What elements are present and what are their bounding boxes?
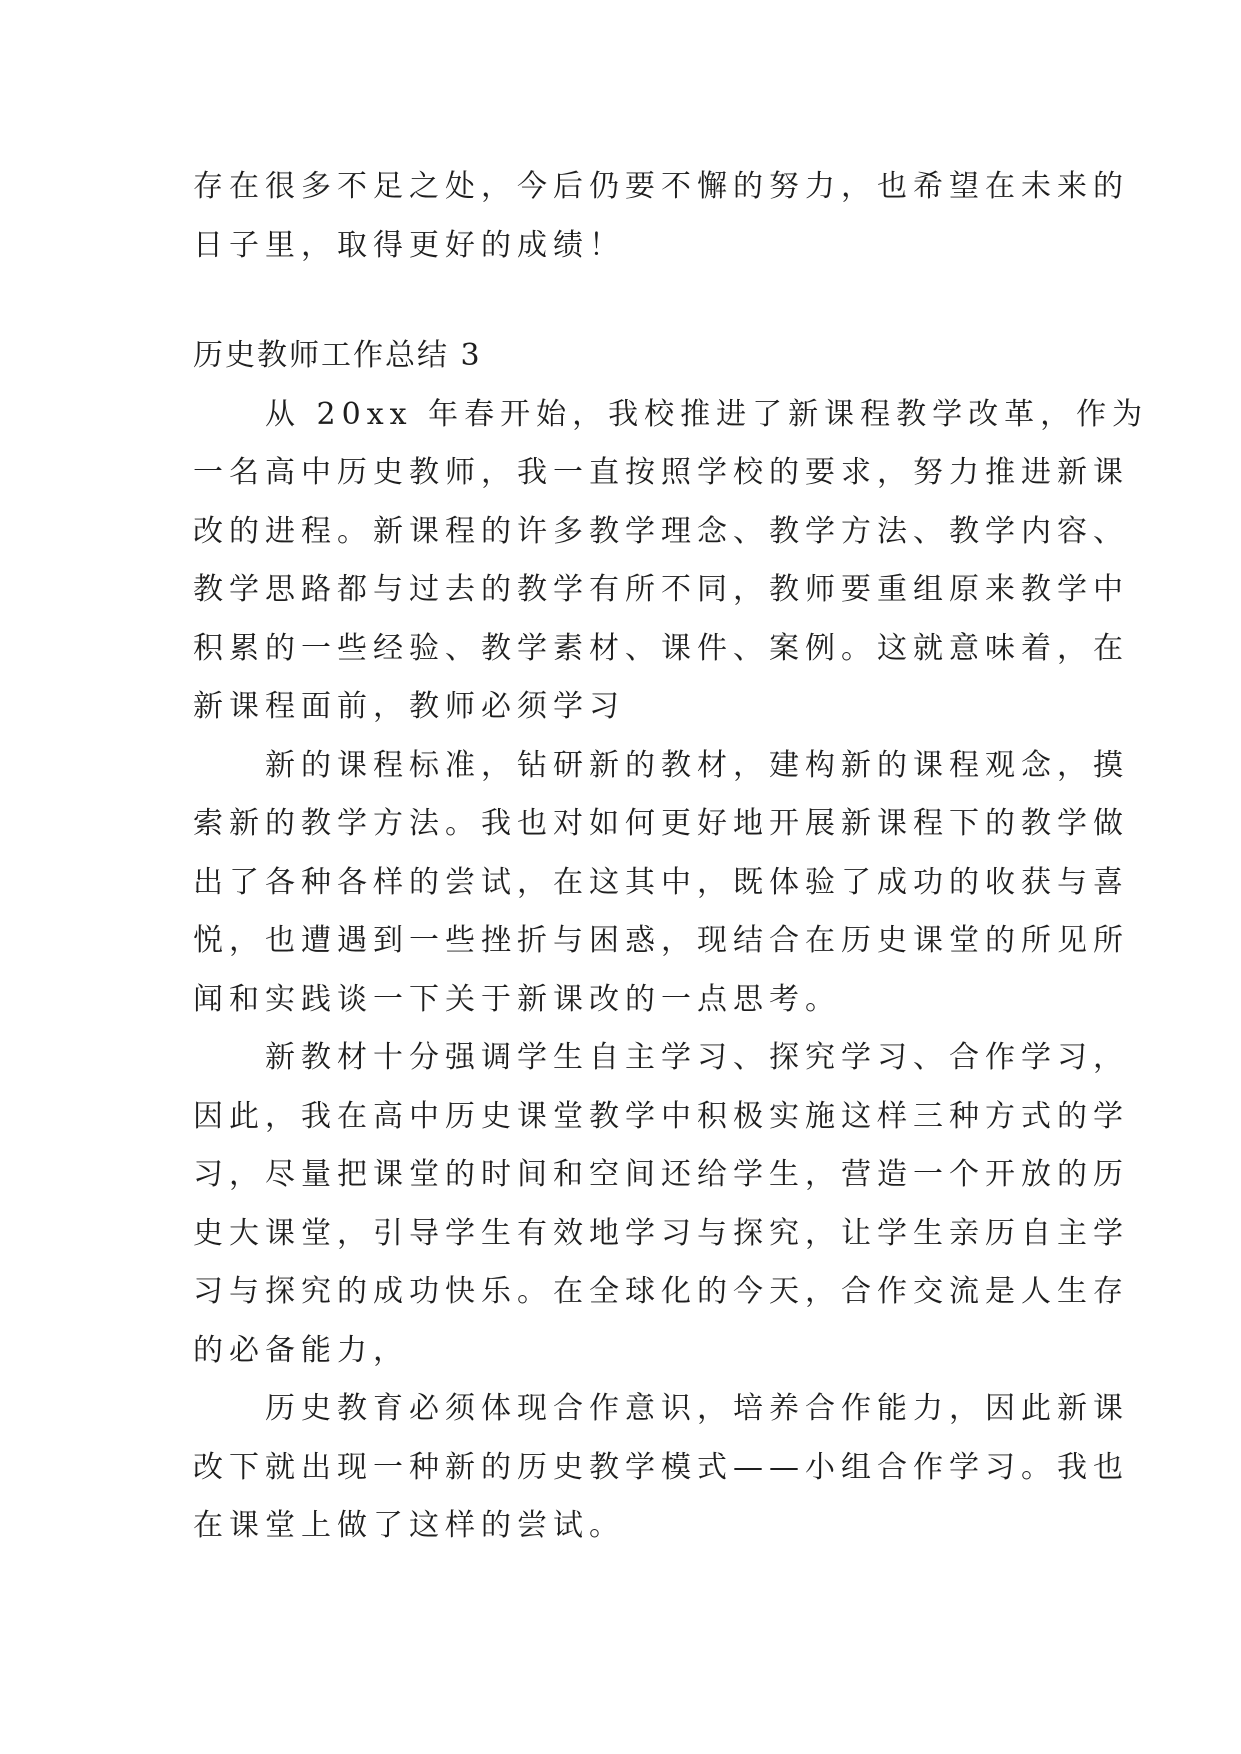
text-line: 索新的教学方法。我也对如何更好地开展新课程下的教学做 [193,806,1129,841]
text-line: 改下就出现一种新的历史教学模式——小组合作学习。我也 [193,1449,1129,1485]
section-title: 历史教师工作总结 3 [193,338,482,373]
text-line: 日子里，取得更好的成绩！ [193,227,625,263]
document-body [193,158,1149,1556]
text-line: 习，尽量把课堂的时间和空间还给学生，营造一个开放的历 [193,1157,1129,1192]
paragraph-4 [193,1380,1129,1556]
text-line: 习与探究的成功快乐。在全球化的今天，合作交流是人生存 [193,1274,1129,1309]
paragraph-2 [193,737,1129,1030]
text-line: 因此，我在高中历史课堂教学中积极实施这样三种方式的学 [193,1098,1129,1134]
paragraph-1 [193,386,1149,737]
text-line: 积累的一些经验、教学素材、课件、案例。这就意味着，在 [193,630,1129,666]
text-line: 闻和实践谈一下关于新课改的一点思考。 [193,981,841,1017]
text-line: 从 20xx 年春开始，我校推进了新课程教学改革，作为 [193,396,1149,432]
intro-paragraph [193,158,1129,275]
paragraph-gap [193,275,1053,327]
text-line: 悦，也遭遇到一些挫折与困惑，现结合在历史课堂的所见所 [193,923,1129,958]
text-line: 新的课程标准，钻研新的教材，建构新的课程观念，摸 [193,747,1129,783]
text-line: 新课程面前，教师必须学习 [193,689,625,724]
text-line: 存在很多不足之处，今后仍要不懈的努力，也希望在未来的 [193,169,1129,204]
text-line: 改的进程。新课程的许多教学理念、教学方法、教学内容、 [193,513,1129,549]
text-line: 历史教育必须体现合作意识，培养合作能力，因此新课 [193,1391,1129,1426]
text-line: 新教材十分强调学生自主学习、探究学习、合作学习， [193,1040,1129,1075]
text-line: 出了各种各样的尝试，在这其中，既体验了成功的收获与喜 [193,864,1129,900]
text-line: 的必备能力， [193,1332,409,1368]
text-line: 一名高中历史教师，我一直按照学校的要求，努力推进新课 [193,455,1129,490]
text-line: 史大课堂，引导学生有效地学习与探究，让学生亲历自主学 [193,1215,1129,1251]
text-line: 在课堂上做了这样的尝试。 [193,1508,625,1543]
paragraph-3 [193,1029,1129,1380]
text-line: 教学思路都与过去的教学有所不同，教师要重组原来教学中 [193,572,1129,607]
